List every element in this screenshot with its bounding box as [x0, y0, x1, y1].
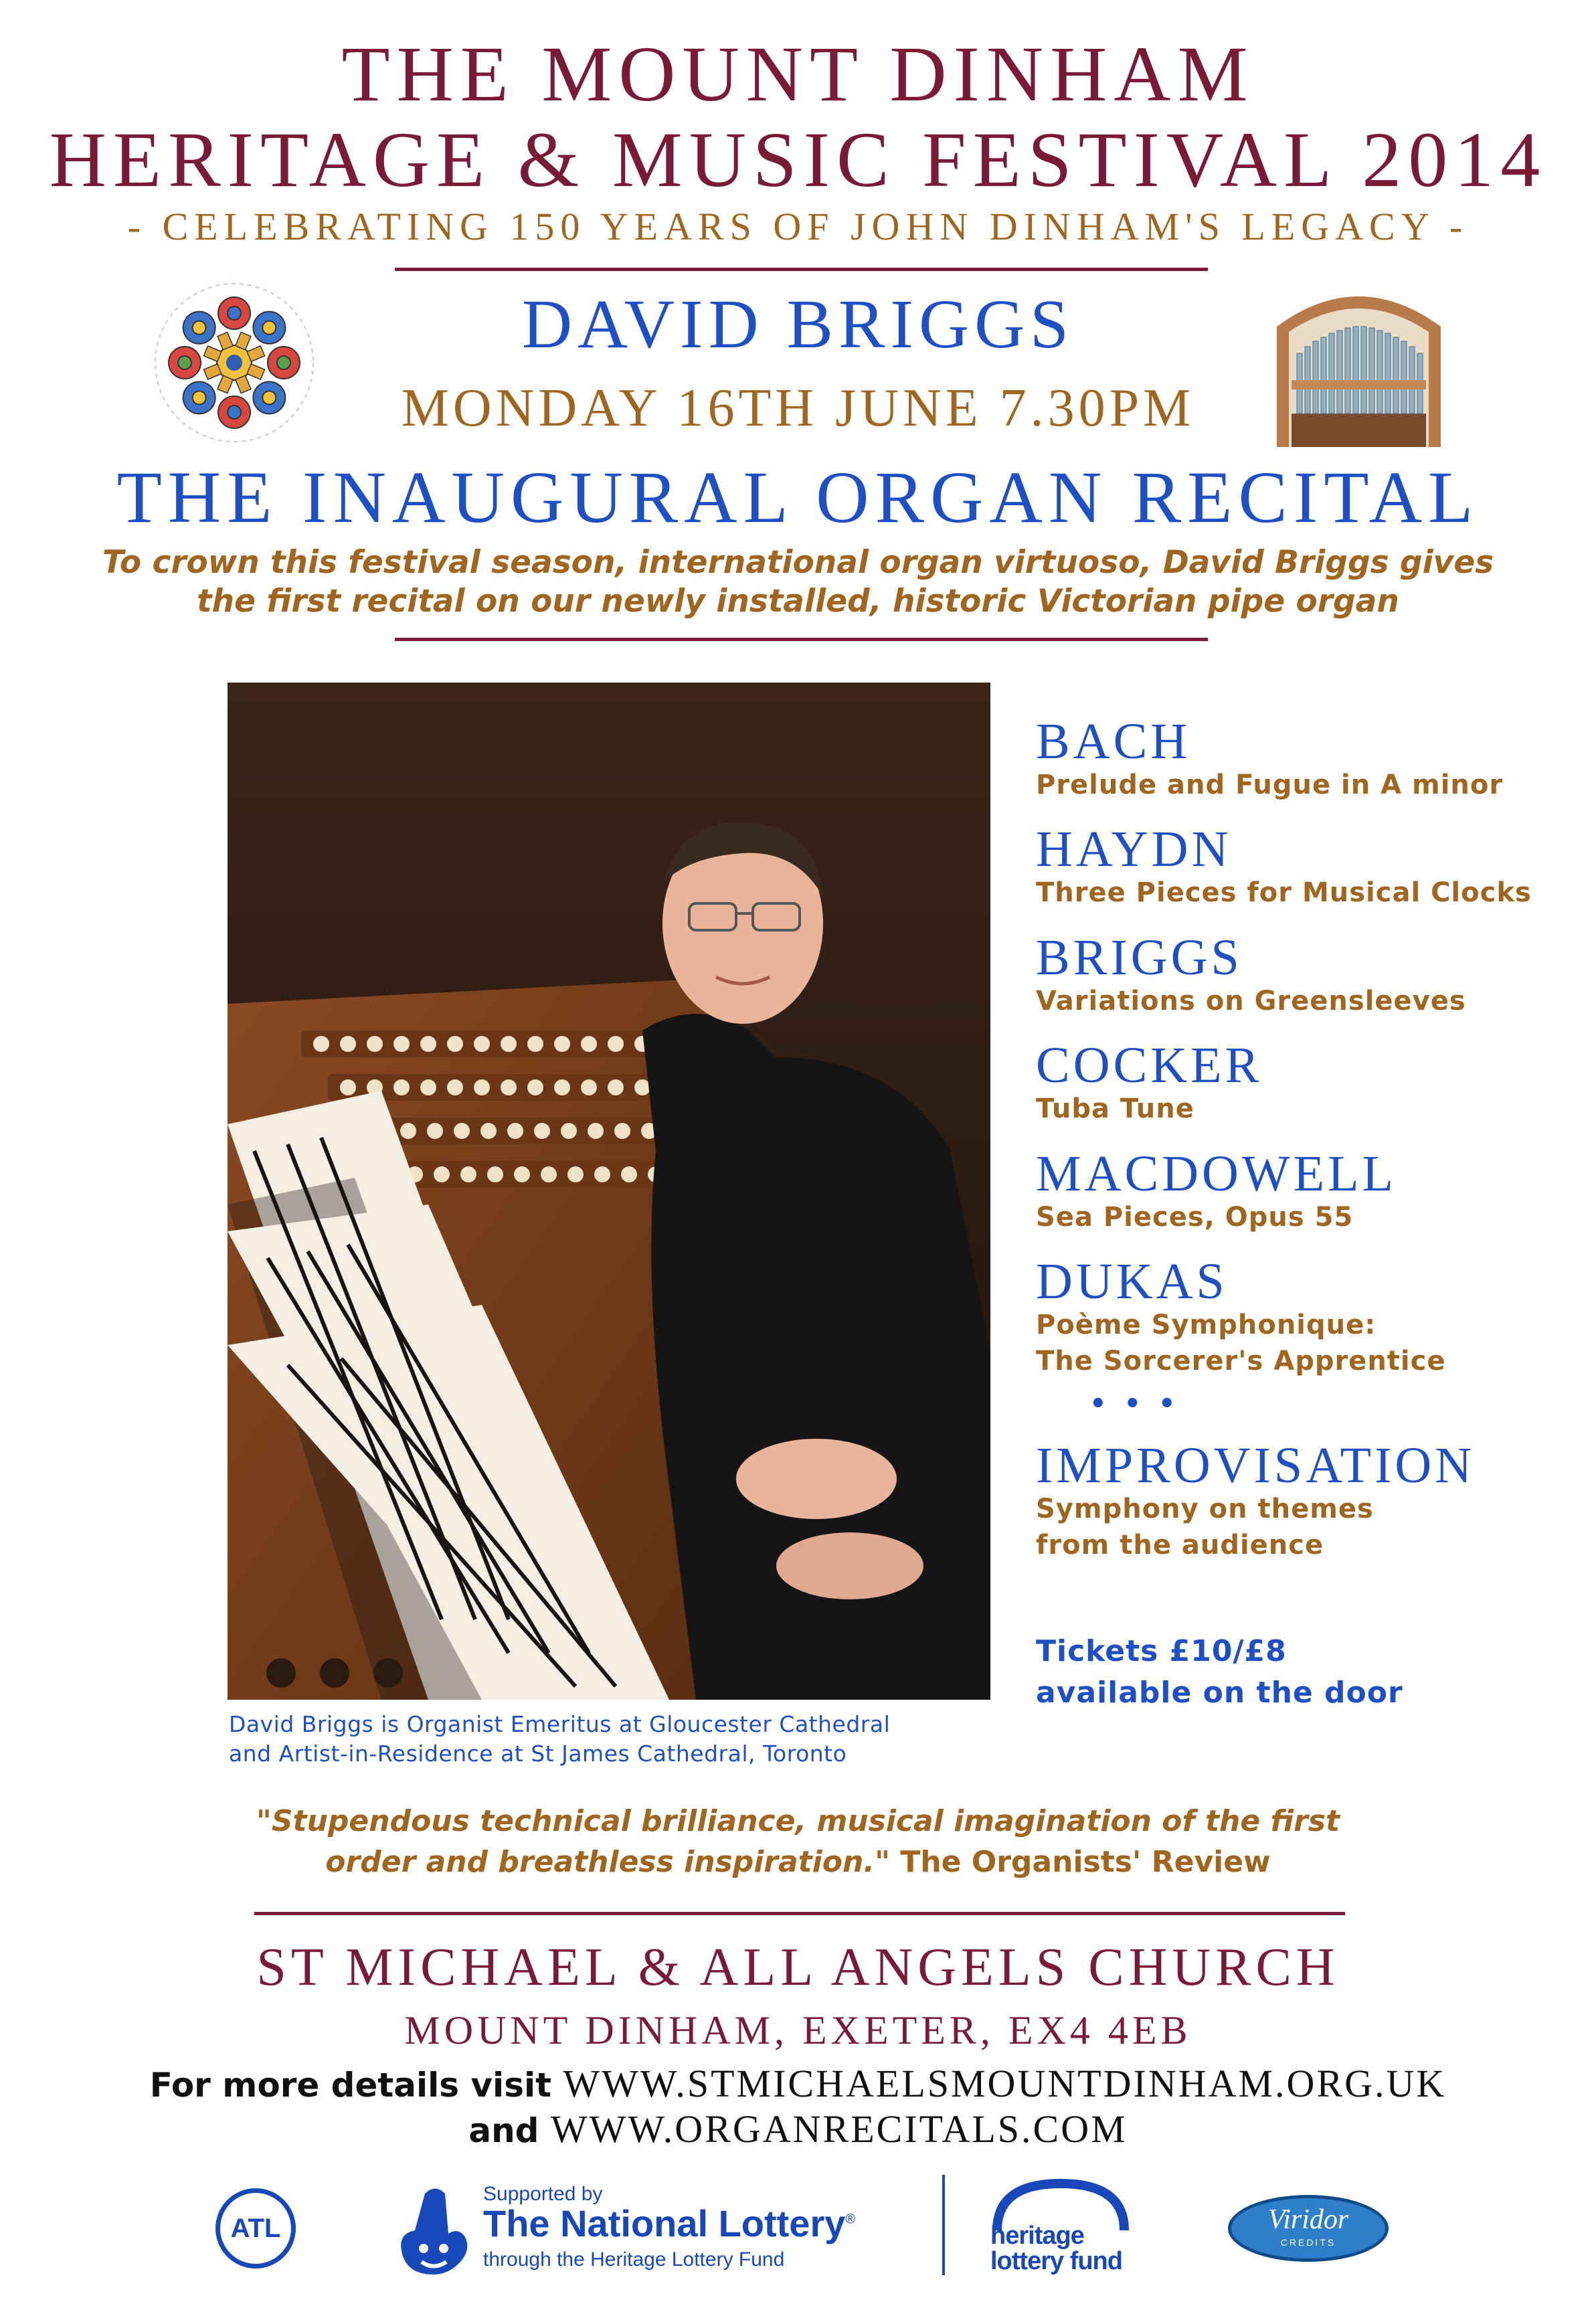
sponsor-divider: [942, 2175, 945, 2275]
details-prefix: For more details visit: [149, 2066, 551, 2105]
header-divider: [395, 268, 1208, 271]
website-link-1[interactable]: WWW.STMICHAELSMOUNTDINHAM.ORG.UK: [563, 2062, 1447, 2105]
atl-logo: [215, 2188, 296, 2269]
composer-cocker: COCKER: [1036, 1037, 1263, 1093]
intro-divider: [395, 638, 1208, 641]
lottery-registered-mark: ®: [845, 2212, 856, 2227]
festival-subtitle: - CELEBRATING 150 YEARS OF JOHN DINHAM'S LEGACY -: [127, 205, 1469, 248]
venue-name: ST MICHAEL & ALL ANGELS CHURCH: [256, 1938, 1340, 1997]
lottery-through: through the Heritage Lottery Fund: [483, 2248, 785, 2271]
lottery-supported-by: Supported by: [483, 2183, 603, 2205]
website-link-2[interactable]: WWW.ORGANRECITALS.COM: [550, 2107, 1128, 2151]
event-date: MONDAY 16TH JUNE 7.30PM: [401, 379, 1195, 438]
piece-dukas-line-1: Poème Symphonique:: [1036, 1310, 1377, 1340]
intro-line-2: the first recital on our newly installed, historic Victorian pipe organ: [197, 583, 1399, 620]
atl-logo-text: ATL: [230, 2214, 281, 2243]
details-joiner: and: [468, 2111, 539, 2150]
piece-bach: Prelude and Fugue in A minor: [1036, 770, 1504, 800]
piece-haydn: Three Pieces for Musical Clocks: [1036, 877, 1532, 908]
hlf-line-2: lottery fund: [990, 2247, 1122, 2275]
tickets-price: Tickets £10/£8: [1036, 1634, 1287, 1668]
quote-source: The Organists' Review: [900, 1845, 1271, 1879]
quote-text: order and breathless inspiration.": [325, 1845, 890, 1879]
piece-cocker: Tuba Tune: [1036, 1093, 1194, 1124]
event-title: THE INAUGURAL ORGAN RECITAL: [116, 456, 1480, 538]
composer-improvisation: IMPROVISATION: [1036, 1437, 1476, 1494]
national-lottery-crossed-fingers-icon: [385, 2180, 485, 2281]
performer-name: DAVID BRIGGS: [521, 286, 1075, 363]
composer-bach: BACH: [1036, 713, 1191, 770]
composer-macdowell: MACDOWELL: [1036, 1146, 1397, 1202]
venue-address: MOUNT DINHAM, EXETER, EX4 4EB: [404, 2008, 1192, 2052]
quote-line-1: "Stupendous technical brilliance, musical imagination of the first: [256, 1804, 1340, 1838]
viridor-logo-text: Viridor: [1267, 2204, 1349, 2235]
heritage-lottery-fund-logo: [984, 2178, 1138, 2279]
photo-caption-line-2: and Artist-in-Residence at St James Cathedral, Toronto: [229, 1741, 847, 1767]
lottery-name-text: The National Lottery: [483, 2202, 846, 2244]
composer-dukas: DUKAS: [1036, 1253, 1228, 1310]
piece-dukas-line-2: The Sorcerer's Apprentice: [1036, 1346, 1446, 1377]
details-line-1: [0, 2061, 1596, 2106]
hlf-line-1: heritage: [990, 2222, 1084, 2250]
programme-separator: • • •: [1089, 1389, 1180, 1419]
tickets-availability: available on the door: [1036, 1676, 1403, 1710]
festival-title-line2: HERITAGE & MUSIC FESTIVAL 2014: [49, 116, 1547, 203]
intro-line-1: To crown this festival season, international organ virtuoso, David Briggs gives: [102, 544, 1494, 581]
piece-briggs: Variations on Greensleeves: [1036, 986, 1466, 1016]
piece-improvisation-line-2: from the audience: [1036, 1530, 1324, 1561]
composer-briggs: BRIGGS: [1036, 929, 1243, 986]
composer-haydn: HAYDN: [1036, 821, 1232, 877]
organist-photo: [228, 683, 990, 1700]
viridor-credits-logo: [1228, 2195, 1389, 2262]
photo-caption-line-1: David Briggs is Organist Emeritus at Gloucester Cathedral: [229, 1711, 891, 1737]
festival-title-line1: THE MOUNT DINHAM: [341, 30, 1255, 118]
quote-line-2: [0, 1842, 1596, 1883]
details-line-2: [0, 2107, 1596, 2151]
venue-divider: [254, 1912, 1345, 1915]
piece-improvisation-line-1: Symphony on themes: [1036, 1494, 1374, 1524]
piece-macdowell: Sea Pieces, Opus 55: [1036, 1202, 1354, 1233]
viridor-logo-subtext: CREDITS: [1280, 2237, 1336, 2248]
lottery-name: [483, 2202, 855, 2245]
